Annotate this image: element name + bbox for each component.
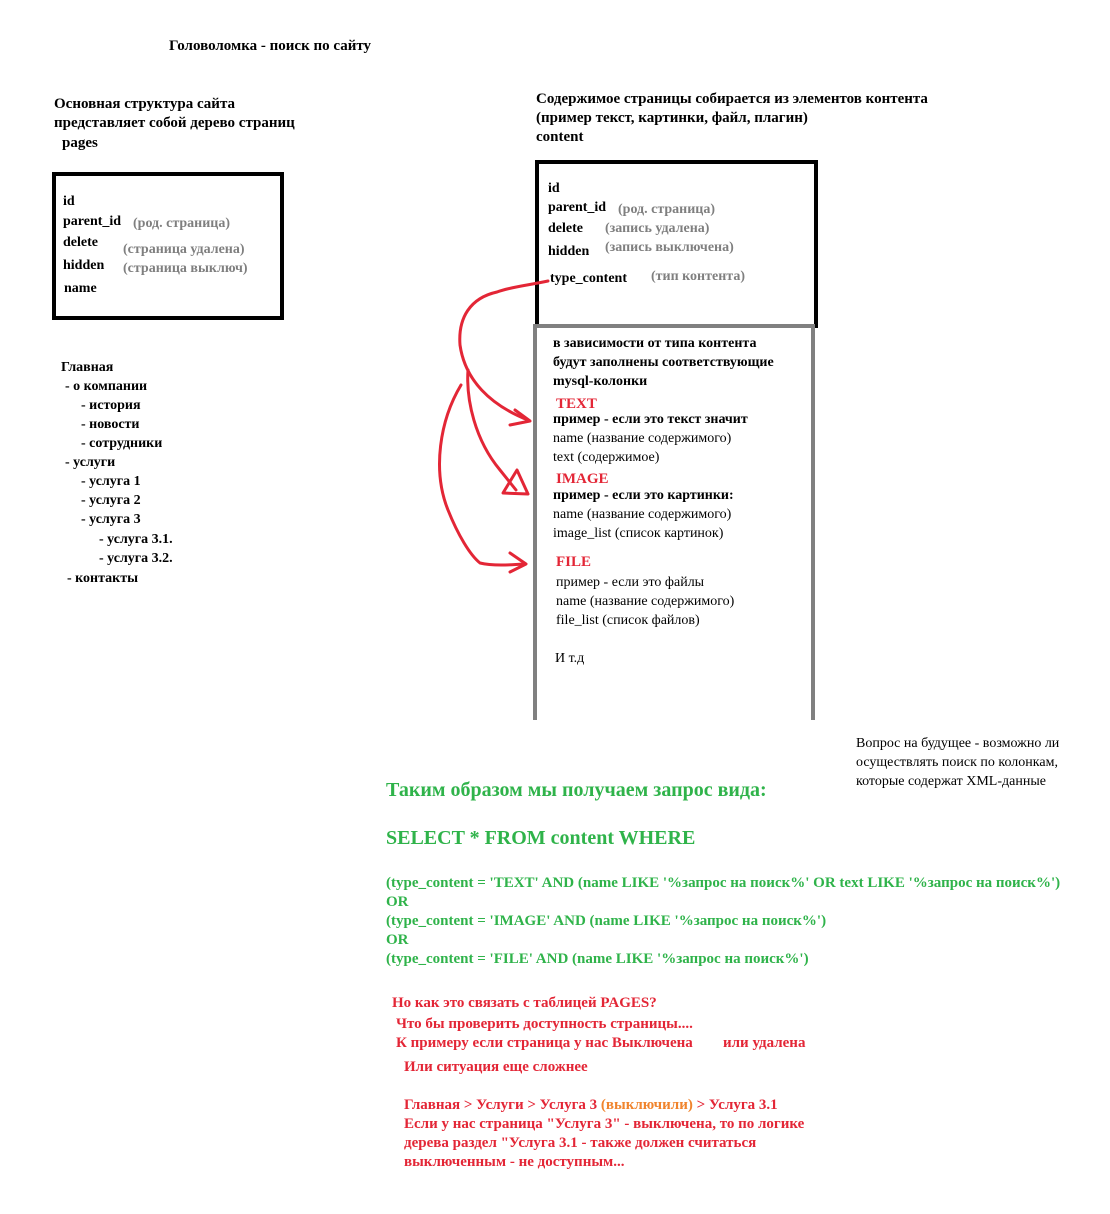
tree-item: - сотрудники — [81, 436, 163, 451]
type-image-label: IMAGE — [556, 471, 609, 487]
tree-item: - о компании — [65, 379, 148, 394]
query-select: SELECT * FROM content WHERE — [386, 827, 696, 849]
query-line: (type_content = 'FILE' AND (name LIKE '%запрос на поиск%') — [386, 951, 809, 967]
problem-line-1: Но как это связать с таблицей PAGES? — [392, 995, 657, 1011]
content-field-hidden: hidden — [548, 244, 590, 259]
page-title: Головоломка - поиск по сайту — [169, 38, 372, 54]
type-file-label: FILE — [556, 554, 592, 570]
content-field-type-content-note: (тип контента) — [651, 269, 745, 284]
pages-caption-1: Основная структура сайта — [54, 96, 235, 112]
content-field-hidden-note: (запись выключена) — [605, 240, 734, 255]
type-file-col: file_list (список файлов) — [556, 613, 700, 628]
type-file-example: пример - если это файлы — [556, 575, 705, 590]
query-heading: Таким образом мы получаем запрос вида: — [386, 779, 767, 801]
future-question-2: осуществлять поиск по колонкам, — [856, 755, 1058, 770]
tree-item: - услуга 2 — [81, 493, 141, 508]
pages-caption-3: pages — [62, 135, 98, 151]
problem-line-3b: или удалена — [723, 1035, 806, 1051]
problem-line-2: Что бы проверить доступность страницы.... — [396, 1016, 693, 1032]
tree-item: - услуга 3.1. — [99, 532, 173, 547]
pages-caption-2: представляет собой дерево страниц — [54, 115, 295, 131]
content-field-parent-id-note: (род. страница) — [618, 202, 716, 217]
pages-field-name: name — [64, 281, 97, 296]
type-file-col: name (название содержимого) — [556, 594, 735, 609]
pages-field-id: id — [63, 194, 75, 209]
tree-item: - контакты — [67, 571, 139, 586]
type-image-example: пример - если это картинки: — [553, 488, 734, 503]
query-line: (type_content = 'TEXT' AND (name LIKE '%запрос на поиск%' OR text LIKE '%запрос на поиск%') — [386, 875, 1061, 891]
problem-line-3a: К примеру если страница у нас Выключена — [396, 1035, 693, 1051]
types-etc: И т.д — [555, 651, 585, 666]
pages-field-hidden: hidden — [63, 258, 105, 273]
types-intro-1: в зависимости от типа контента — [553, 336, 757, 351]
pages-field-delete-note: (страница удалена) — [123, 242, 245, 257]
content-caption-2: (пример текст, картинки, файл, плагин) — [536, 110, 808, 126]
pages-field-delete: delete — [63, 235, 98, 250]
explanation-line: дерева раздел "Услуга 3.1 - также должен считаться — [404, 1135, 757, 1151]
tree-item: - услуга 3 — [81, 512, 141, 527]
future-question-1: Вопрос на будущее - возможно ли — [856, 736, 1060, 751]
query-line: OR — [386, 894, 409, 910]
type-text-col: name (название содержимого) — [553, 431, 732, 446]
query-line: (type_content = 'IMAGE' AND (name LIKE '%запрос на поиск%') — [386, 913, 827, 929]
type-image-col: image_list (список картинок) — [553, 526, 724, 541]
breadcrumb-example — [404, 1097, 778, 1114]
content-field-parent-id: parent_id — [548, 200, 607, 215]
query-line: OR — [386, 932, 409, 948]
tree-item: - услуги — [65, 455, 116, 470]
tree-item: - услуга 1 — [81, 474, 141, 489]
content-field-id: id — [548, 181, 560, 196]
breadcrumb-part-b: (выключили) — [600, 1097, 693, 1113]
explanation-line: Если у нас страница "Услуга 3" - выключена, то по логике — [404, 1116, 805, 1132]
content-caption-3: content — [536, 129, 584, 145]
tree-item: Главная — [61, 360, 114, 375]
arrow-to-image — [468, 370, 516, 490]
tree-item: - история — [81, 398, 141, 413]
type-text-label: TEXT — [556, 396, 597, 412]
future-question-3: которые содержат XML-данные — [856, 774, 1046, 789]
types-intro-3: mysql-колонки — [553, 374, 648, 389]
content-field-delete: delete — [548, 221, 583, 236]
type-text-col: text (содержимое) — [553, 450, 660, 465]
type-text-example: пример - если это текст значит — [553, 412, 748, 427]
type-image-col: name (название содержимого) — [553, 507, 732, 522]
problem-line-4: Или ситуация еще сложнее — [404, 1059, 588, 1075]
content-field-delete-note: (запись удалена) — [605, 221, 710, 236]
pages-field-hidden-note: (страница выключ) — [123, 261, 248, 276]
pages-field-parent-id-note: (род. страница) — [133, 216, 231, 231]
arrow-head-image — [503, 470, 528, 494]
pages-field-parent-id: parent_id — [63, 214, 122, 229]
types-intro-2: будут заполнены соответствующие — [553, 355, 774, 370]
arrow-head-text — [510, 410, 530, 425]
arrow-to-file — [440, 385, 525, 565]
breadcrumb-part-a: Главная > Услуги > Услуга 3 — [404, 1097, 598, 1113]
explanation-line: выключенным - не доступным... — [404, 1154, 625, 1170]
breadcrumb-part-c: > Услуга 3.1 — [696, 1097, 778, 1113]
tree-item: - новости — [81, 417, 140, 432]
content-field-type-content: type_content — [550, 271, 627, 286]
tree-item: - услуга 3.2. — [99, 551, 173, 566]
arrow-head-file — [510, 553, 526, 572]
content-caption-1: Содержимое страницы собирается из элементов контента — [536, 91, 928, 107]
